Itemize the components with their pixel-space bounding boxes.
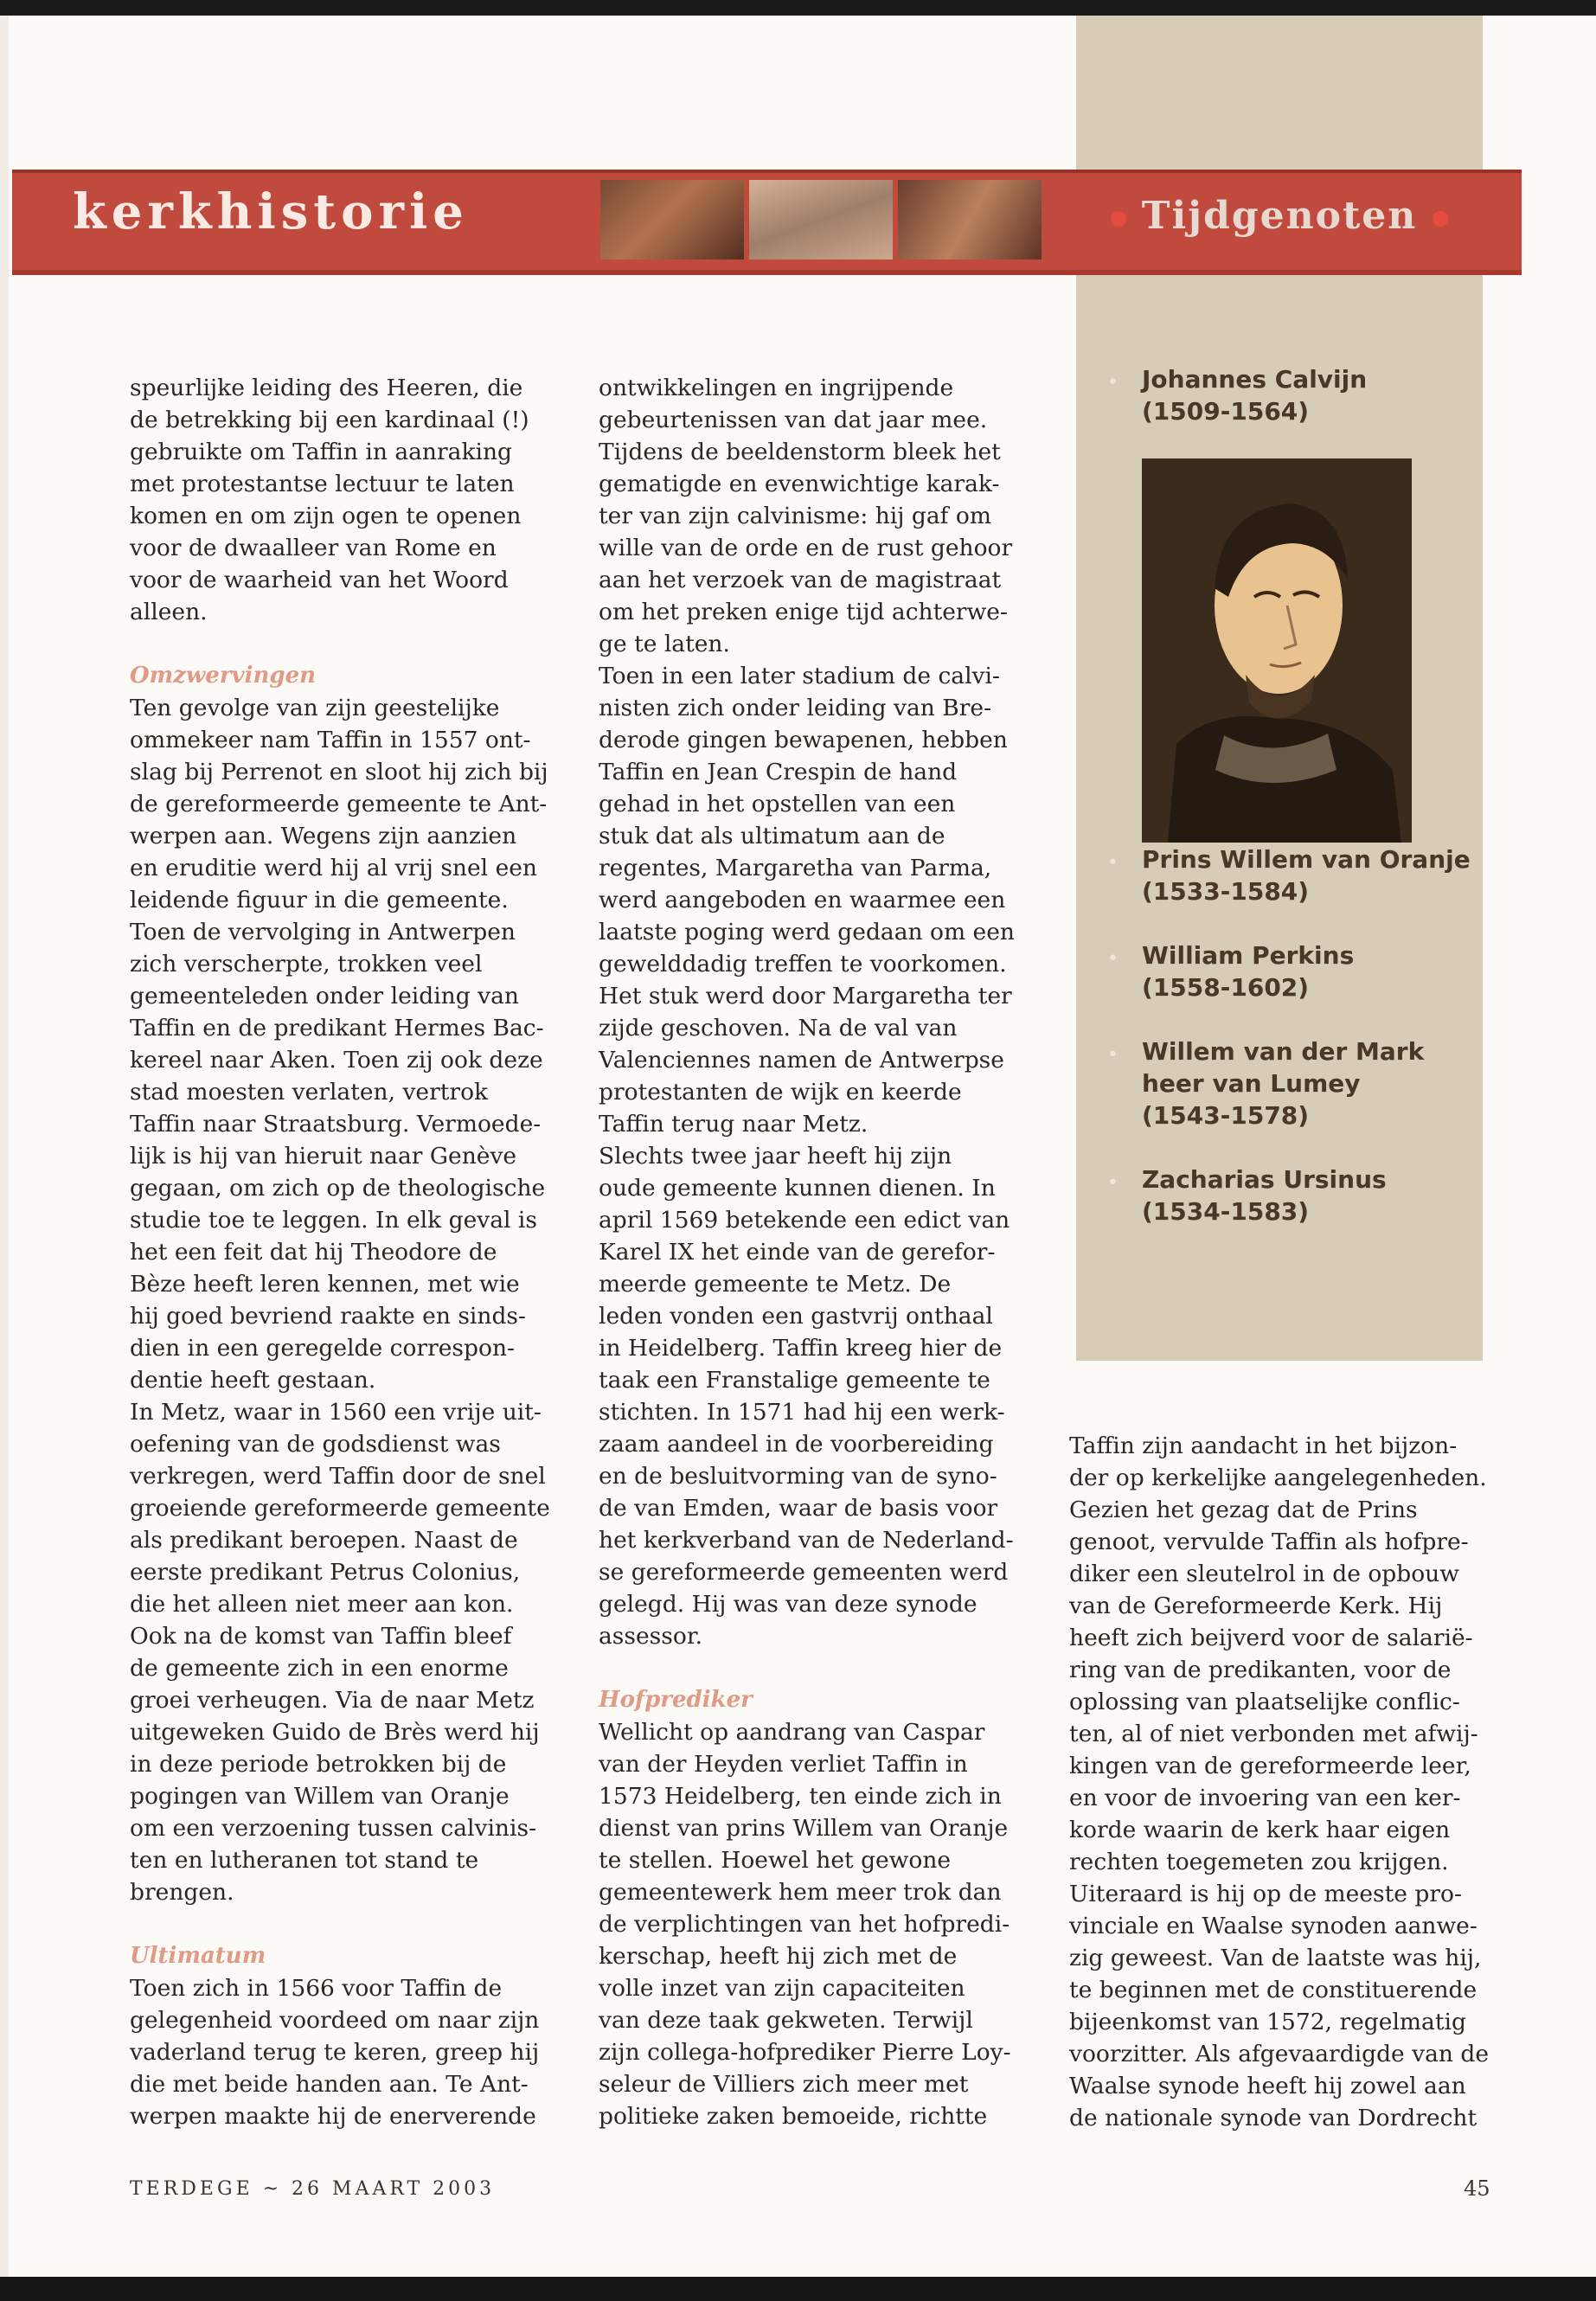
text-line: rechten toegemeten zou krijgen. [1069,1849,1449,1875]
text-line: korde waarin de kerk haar eigen [1069,1817,1451,1843]
text-line: Bèze heeft leren kennen, met wie [130,1271,520,1298]
paragraph [599,1716,1031,2132]
text-line: ten en lutheranen tot stand te [130,1847,479,1874]
tijdgenoot-item [1076,1163,1483,1227]
text-line: ter van zijn calvinisme: hij gaf om [599,503,991,529]
text-line: gebruikte om Taffin in aanraking [130,439,513,465]
text-line: het een feit dat hij Theodore de [130,1239,497,1266]
section-banner [12,170,1076,275]
text-line: gematigde en evenwichtige karak- [599,471,1000,497]
text-line: dentie heeft gestaan. [130,1367,376,1394]
text-line: gebeurtenissen van dat jaar mee. [599,407,988,433]
text-line: Het stuk werd door Margaretha ter [599,983,1012,1009]
text-line: en de besluitvorming van de syno- [599,1463,997,1490]
scan-border-bottom [0,2277,1596,2301]
text-line: komen en om zijn ogen te openen [130,503,522,529]
text-line: assessor. [599,1623,703,1650]
scan-border-top [0,0,1596,16]
text-line: Uiteraard is hij op de meeste pro- [1069,1881,1462,1907]
text-line: van de Gereformeerde Kerk. Hij [1069,1593,1443,1619]
text-line: die met beide handen aan. Te Ant- [130,2071,529,2098]
text-line: heeft zich beijverd voor de salarië- [1069,1625,1473,1651]
tijdgenoot-item [1076,843,1483,907]
text-line: groeiende gereformeerde gemeente [130,1495,550,1522]
text-line: Taffin en de predikant Hermes Bac- [130,1015,544,1042]
text-line: de nationale synode van Dordrecht [1069,2105,1477,2131]
text-line: Taffin terug naar Metz. [599,1111,869,1138]
text-line: Toen in een later stadium de calvi- [599,663,1000,689]
text-line: stuk dat als ultimatum aan de [599,823,945,849]
tijdgenoot-name: Prins Willem van Oranje [1142,845,1471,874]
text-line: In Metz, waar in 1560 een vrije uit- [130,1399,542,1426]
text-line: als predikant beroepen. Naast de [130,1527,518,1554]
tijdgenoot-years: (1543-1578) [1142,1101,1310,1130]
subheading-omzwervingen: Omzwervingen [130,663,317,689]
text-line: genoot, vervulde Taffin als hofpre- [1069,1529,1469,1555]
text-line: vinciale en Waalse synoden aanwe- [1069,1913,1477,1939]
text-line: volle inzet van zijn capaciteiten [599,1975,965,2002]
sidebar-header [1076,170,1522,275]
text-line: Waalse synode heeft hij zowel aan [1069,2073,1466,2099]
text-line: gewelddadig treffen te voorkomen. [599,951,1007,977]
text-line: Karel IX het einde van de gerefor- [599,1239,996,1266]
text-line: werd aangeboden en waarmee een [599,887,1006,913]
text-line: alleen. [130,599,208,625]
text-line: stad moesten verlaten, vertrok [130,1079,489,1106]
text-line: het kerkverband van de Nederland- [599,1527,1014,1554]
bullet-icon: • [1107,852,1118,874]
text-line: gelegenheid voordeed om naar zijn [130,2007,540,2034]
text-line: Taffin naar Straatsburg. Vermoede- [130,1111,542,1138]
tijdgenoot-years: (1533-1584) [1142,877,1310,906]
text-line: Gezien het gezag dat de Prins [1069,1497,1418,1523]
text-line: te beginnen met de constituerende [1069,1977,1477,2003]
tijdgenoot-item [1076,1035,1483,1131]
tijdgenoot-name: Johannes Calvijn [1142,365,1368,394]
text-line: Toen de vervolging in Antwerpen [130,919,516,945]
paragraph [130,692,562,1908]
text-column-1 [130,372,562,2132]
text-line: verkregen, werd Taffin door de snel [130,1463,546,1490]
banner-portraits [600,180,1042,260]
tijdgenoot-years: (1534-1583) [1142,1197,1310,1226]
paragraph [130,1972,562,2132]
text-line: hij goed bevriend raakte en sinds- [130,1303,526,1330]
text-line: de van Emden, waar de basis voor [599,1495,998,1522]
tijdgenoot-item [1076,939,1483,1003]
text-line: brengen. [130,1879,234,1906]
tijdgenoot-years: (1558-1602) [1142,973,1310,1002]
text-line: in deze periode betrokken bij de [130,1751,507,1778]
bullet-dot-icon [1111,211,1126,227]
text-line: eerste predikant Petrus Colonius, [130,1559,521,1586]
text-line: lijk is hij van hieruit naar Genève [130,1143,517,1170]
banner-portrait-image [898,180,1042,260]
text-line: politieke zaken bemoeide, richtte [599,2103,988,2130]
subheading-hofprediker: Hofprediker [599,1687,753,1713]
text-line: taak een Franstalige gemeente te [599,1367,990,1394]
text-line: in Heidelberg. Taffin kreeg hier de [599,1335,1003,1362]
sidebar-title-wrap [1076,194,1483,238]
tijdgenoot-name: William Perkins [1142,941,1355,970]
text-line: wille van de orde en de rust gehoor [599,535,1013,561]
text-line: Wellicht op aandrang van Caspar [599,1719,985,1746]
text-line: Tijdens de beeldenstorm bleek het [599,439,1001,465]
text-line: protestanten de wijk en keerde [599,1079,962,1106]
calvijn-portrait-image [1142,458,1412,843]
text-line: ten, al of niet verbonden met afwij- [1069,1721,1478,1747]
text-line: regentes, Margaretha van Parma, [599,855,992,881]
text-line: om een verzoening tussen calvinis- [130,1815,537,1842]
text-line: leden vonden een gastvrij onthaal [599,1303,993,1330]
text-column-2 [599,372,1031,2132]
text-line: groei verheugen. Via de naar Metz [130,1687,535,1714]
text-line: die het alleen niet meer aan kon. [130,1591,514,1618]
text-column-3 [1069,1430,1502,2134]
text-line: 1573 Heidelberg, ten einde zich in [599,1783,1002,1810]
text-line: dien in een geregelde correspon- [130,1335,515,1362]
tijdgenoot-years: (1509-1564) [1142,397,1310,426]
text-line: stichten. In 1571 had hij een werk- [599,1399,1005,1426]
text-line: meerde gemeente te Metz. De [599,1271,952,1298]
text-line: en voor de invoering van een ker- [1069,1785,1461,1811]
text-line: seleur de Villiers zich meer met [599,2071,969,2098]
text-line: kerschap, heeft hij zich met de [599,1943,958,1970]
text-line: werpen aan. Wegens zijn aanzien [130,823,517,849]
text-line: van der Heyden verliet Taffin in [599,1751,968,1778]
text-line: Toen zich in 1566 voor Taffin de [130,1975,503,2002]
text-line: werpen maakte hij de enerverende [130,2103,536,2130]
text-line: Taffin en Jean Crespin de hand [599,759,958,785]
banner-portrait-image [749,180,893,260]
bullet-icon: • [1107,372,1118,394]
text-line: dienst van prins Willem van Oranje [599,1815,1009,1842]
text-line: gegaan, om zich op de theologische [130,1175,546,1202]
footer-publication: TERDEGE ~ 26 MAART 2003 [130,2178,496,2200]
text-line: vaderland terug te keren, greep hij [130,2039,540,2066]
bullet-icon: • [1107,948,1118,970]
text-line: gemeentewerk hem meer trok dan [599,1879,1002,1906]
text-line: gelegd. Hij was van deze synode [599,1591,977,1618]
text-line: de gereformeerde gemeente te Ant- [130,791,548,817]
text-line: kereel naar Aken. Toen zij ook deze [130,1047,543,1074]
text-line: ring van de predikanten, voor de [1069,1657,1452,1683]
text-line: nisten zich onder leiding van Bre- [599,695,992,721]
text-line: derode gingen bewapenen, hebben [599,727,1008,753]
text-line: zich verscherpte, trokken veel [130,951,483,977]
text-line: oude gemeente kunnen dienen. In [599,1175,996,1202]
text-line: speurlijke leiding des Heeren, die [130,375,523,401]
text-line: gehad in het opstellen van een [599,791,956,817]
bullet-dot-icon [1433,211,1448,227]
text-line: voor de dwaalleer van Rome en [130,535,497,561]
text-line: bijeenkomst van 1572, regelmatig [1069,2009,1466,2035]
text-line: laatste poging werd gedaan om een [599,919,1015,945]
text-line: Ten gevolge van zijn geestelijke [130,695,500,721]
text-line: zaam aandeel in de voorbereiding [599,1431,994,1458]
tijdgenoot-name: Willem van der Mark [1142,1037,1425,1066]
text-line: ommekeer nam Taffin in 1557 ont- [130,727,531,753]
text-line: ge te laten. [599,631,730,657]
text-line: Ook na de komst van Taffin bleef [130,1623,512,1650]
text-line: Slechts twee jaar heeft hij zijn [599,1143,952,1170]
text-line: en eruditie werd hij al vrij snel een [130,855,537,881]
text-line: Taffin zijn aandacht in het bijzon- [1069,1433,1458,1459]
text-line: leidende figuur in die gemeente. [130,887,509,913]
text-line: te stellen. Hoewel het gewone [599,1847,952,1874]
text-line: kingen van de gereformeerde leer, [1069,1753,1471,1779]
text-line: pogingen van Willem van Oranje [130,1783,510,1810]
text-line: oplossing van plaatselijke conflic- [1069,1689,1460,1715]
text-line: diker een sleutelrol in de opbouw [1069,1561,1459,1587]
sidebar-title: Tijdgenoten [1141,194,1418,238]
tijdgenoot-title: heer van Lumey [1142,1069,1361,1098]
page-number: 45 [1464,2176,1490,2201]
section-title: kerkhistorie [73,183,469,240]
text-line: de verplichtingen van het hofpredi- [599,1911,1010,1938]
text-line: studie toe te leggen. In elk geval is [130,1207,537,1234]
text-line: ontwikkelingen en ingrijpende [599,375,954,401]
text-line: voorzitter. Als afgevaardigde van de [1069,2041,1490,2067]
text-line: zig geweest. Van de laatste was hij, [1069,1945,1482,1971]
text-line: se gereformeerde gemeenten werd [599,1559,1009,1586]
text-line: met protestantse lectuur te laten [130,471,515,497]
text-line: Valenciennes namen de Antwerpse [599,1047,1004,1074]
bullet-icon: • [1107,1172,1118,1194]
banner-portrait-image [600,180,744,260]
calvijn-portrait-drawing [1142,458,1412,843]
text-line: aan het verzoek van de magistraat [599,567,1002,593]
text-line: april 1569 betekende een edict van [599,1207,1010,1234]
paragraph [1069,1430,1502,2134]
text-line: uitgeweken Guido de Brès werd hij [130,1719,540,1746]
paragraph [599,372,1031,1652]
tijdgenoot-item [1076,363,1483,427]
text-line: van deze taak gekweten. Terwijl [599,2007,973,2034]
text-line: om het preken enige tijd achterwe- [599,599,1008,625]
subheading-ultimatum: Ultimatum [130,1943,266,1969]
text-line: voor de waarheid van het Woord [130,567,509,593]
text-line: gemeenteleden onder leiding van [130,983,519,1009]
text-line: zijde geschoven. Na de val van [599,1015,958,1042]
text-line: der op kerkelijke aangelegenheden. [1069,1465,1487,1491]
tijdgenoot-name: Zacharias Ursinus [1142,1165,1387,1194]
paragraph [130,372,562,628]
scan-border-left [0,16,9,2277]
text-line: de gemeente zich in een enorme [130,1655,509,1682]
text-line: de betrekking bij een kardinaal (!) [130,407,529,433]
text-line: oefening van de godsdienst was [130,1431,501,1458]
text-line: zijn collega-hofprediker Pierre Loy- [599,2039,1011,2066]
bullet-icon: • [1107,1044,1118,1066]
text-line: slag bij Perrenot en sloot hij zich bij [130,759,548,785]
